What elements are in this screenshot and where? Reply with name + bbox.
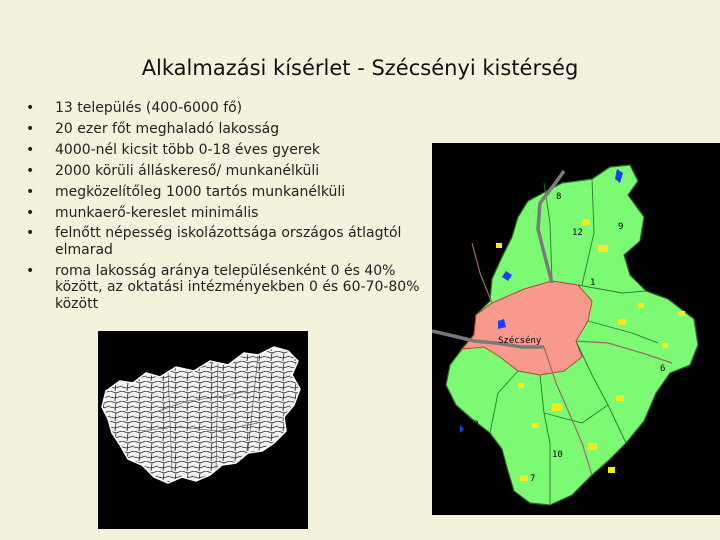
region-label-6: 6 [660, 364, 666, 374]
bullet-text: munkaerő-kereslet minimális [55, 204, 259, 221]
region-label-13: 13 [468, 420, 479, 430]
bullet-icon: • [26, 204, 35, 221]
bullet-icon: • [26, 141, 35, 158]
bullet-icon: • [26, 100, 35, 116]
bullet-item [26, 184, 426, 200]
bullet-icon: • [26, 183, 35, 200]
bullet-item [26, 100, 426, 116]
region-label-szecseny: Szécsény [498, 336, 542, 346]
bullet-item [26, 121, 426, 137]
bullet-text: felnőtt népesség iskolázottsága országos átlagtól elmarad [55, 225, 402, 258]
region-label-10: 10 [552, 450, 563, 460]
bullet-list [26, 100, 426, 316]
region-label-8: 8 [556, 192, 562, 202]
slide-title: Alkalmazási kísérlet - Szécsényi kistérség [141, 56, 579, 80]
region-label-12: 12 [572, 228, 583, 238]
bullet-item [26, 142, 426, 158]
bullet-text: megközelítőleg 1000 tartós munkanélküli [55, 183, 346, 200]
hungary-map-image [98, 331, 308, 529]
bullet-icon: • [26, 162, 35, 179]
bullet-text: 20 ezer főt meghaladó lakosság [55, 120, 280, 137]
bullet-icon: • [26, 120, 35, 137]
hungary-map-graphic [98, 331, 308, 529]
bullet-item [26, 225, 426, 258]
region-map-graphic [432, 143, 720, 515]
region-label-7: 7 [530, 474, 536, 484]
bullet-text: 4000-nél kicsit több 0-18 éves gyerek [55, 141, 321, 158]
bullet-item [26, 263, 426, 312]
bullet-icon: • [26, 225, 35, 242]
region-map-image [432, 143, 720, 515]
bullet-item [26, 163, 426, 179]
region-label-1: 1 [590, 278, 596, 288]
bullet-icon: • [26, 262, 35, 279]
bullet-text: 2000 körüli álláskereső/ munkanélküli [55, 162, 320, 179]
bullet-text: roma lakosság aránya településenként 0 és 40% között, az oktatási intézményekben 0 és 60-70-80% között [55, 262, 420, 312]
bullet-item [26, 205, 426, 221]
bullet-text: 13 település (400-6000 fő) [55, 100, 243, 116]
region-label-9: 9 [618, 222, 624, 232]
